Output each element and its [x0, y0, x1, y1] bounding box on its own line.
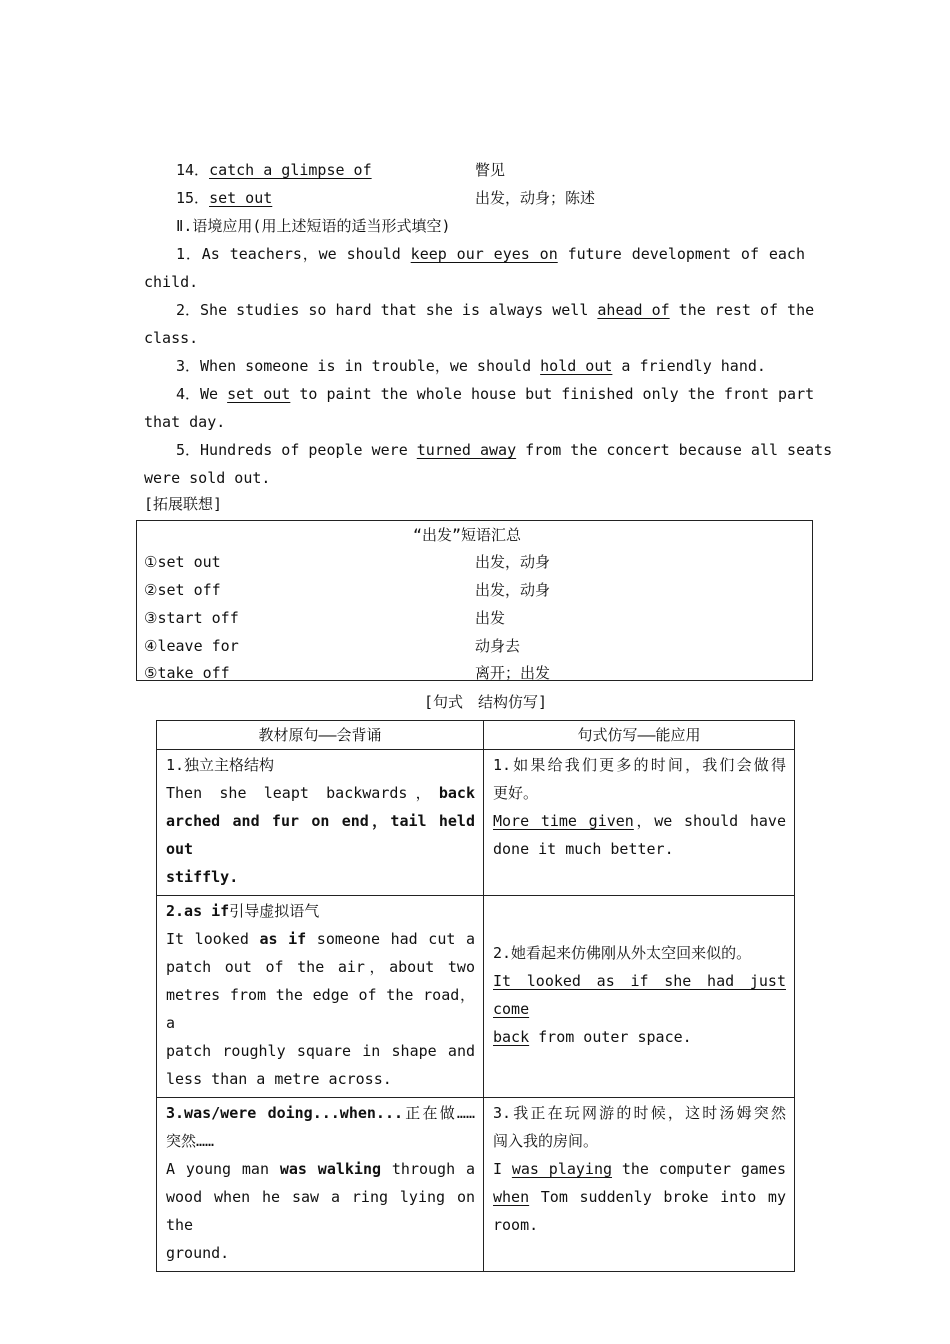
meaning-cell: 离开；出发	[475, 664, 551, 682]
answer: set out	[227, 385, 291, 403]
answer: was playing	[511, 1160, 613, 1178]
table-row	[157, 896, 795, 1098]
phrase-cell: ③start off	[144, 609, 239, 627]
exercise-continuation: class.	[144, 329, 199, 347]
phrase-cell: ④leave for	[144, 637, 239, 655]
exercise-continuation: that day.	[144, 413, 226, 431]
vocab-item	[176, 156, 372, 184]
table-row	[137, 576, 812, 604]
vocab-meaning: 出发，动身；陈述	[475, 189, 596, 207]
exercise-continuation: were sold out.	[144, 469, 271, 487]
table-row	[137, 659, 812, 687]
table-title: “出发”短语汇总	[413, 526, 522, 544]
answer: It looked as if she had just come	[493, 972, 786, 1018]
table-row	[137, 604, 812, 632]
vocab-phrase: catch a glimpse of	[209, 161, 372, 179]
vocab-meaning: 瞥见	[475, 161, 506, 179]
table-title-row	[137, 521, 812, 549]
original-cell: 2.as if引导虚拟语气 It looked as if someone had cut a patch out of the air，about two metres from the edge of the road，a patch roughly square in shape and less than a metre across.	[157, 896, 484, 1098]
meaning-cell: 出发，动身	[475, 581, 551, 599]
meaning-cell: 出发	[475, 609, 506, 627]
answer: turned away	[416, 441, 517, 459]
answer: ahead of	[597, 301, 670, 319]
section-title: Ⅱ.语境应用(用上述短语的适当形式填空)	[176, 217, 451, 235]
header-original: 教材原句——会背诵	[157, 721, 484, 750]
imitation-cell: 2.她看起来仿佛刚从外太空回来似的。 It looked as if she had just come back from outer space.	[484, 896, 795, 1098]
exercise-item: 3．When someone is in trouble，we should hold out a friendly hand.	[176, 357, 766, 375]
sentence-pattern-table	[156, 720, 795, 1272]
answer: More time given	[493, 812, 634, 830]
header-imitation: 句式仿写——能应用	[484, 721, 795, 750]
exercise-item: 5．Hundreds of people were turned away from the concert because all seats	[176, 441, 833, 459]
table-header-row	[157, 721, 795, 750]
phrase-summary-table	[136, 520, 813, 681]
exercise-continuation: child.	[144, 273, 199, 291]
phrase-cell: ⑤take off	[144, 664, 230, 682]
answer: back	[493, 1028, 530, 1046]
answer: hold out	[540, 357, 613, 375]
phrase-cell: ①set out	[144, 553, 221, 571]
vocab-phrase: set out	[209, 189, 273, 207]
exercise-item: 2．She studies so hard that she is always well ahead of the rest of the	[176, 301, 815, 319]
imitation-cell: 1.如果给我们更多的时间，我们会做得 更好。 More time given，we should have done it much better.	[484, 750, 795, 896]
table-row	[137, 548, 812, 576]
original-cell: 1.独立主格结构 Then she leapt backwards，back arched and fur on end，tail held out stiffly.	[157, 750, 484, 896]
vocab-number: 14．	[176, 161, 210, 179]
expand-label: [拓展联想]	[144, 495, 223, 513]
vocab-number: 15．	[176, 189, 210, 207]
table-row	[157, 750, 795, 896]
meaning-cell: 动身去	[475, 637, 521, 655]
table-row	[137, 632, 812, 660]
imitation-cell: 3.我正在玩网游的时候，这时汤姆突然 闯入我的房间。 I was playing the computer games when Tom suddenly broke into my room.	[484, 1098, 795, 1272]
meaning-cell: 出发，动身	[475, 553, 551, 571]
answer: keep our eyes on	[410, 245, 558, 263]
exercise-item: 1．As teachers，we should keep our eyes on future development of each	[176, 245, 805, 263]
phrase-cell: ②set off	[144, 581, 221, 599]
table-row	[157, 1098, 795, 1272]
answer: when	[493, 1188, 530, 1206]
original-cell: 3.was/were doing...when...正在做…… 突然…… A young man was walking through a wood when he saw a ring lying on the ground.	[157, 1098, 484, 1272]
vocab-item	[176, 184, 272, 212]
pattern-label: [句式 结构仿写]	[424, 693, 548, 711]
exercise-item: 4．We set out to paint the whole house but finished only the front part	[176, 385, 815, 403]
